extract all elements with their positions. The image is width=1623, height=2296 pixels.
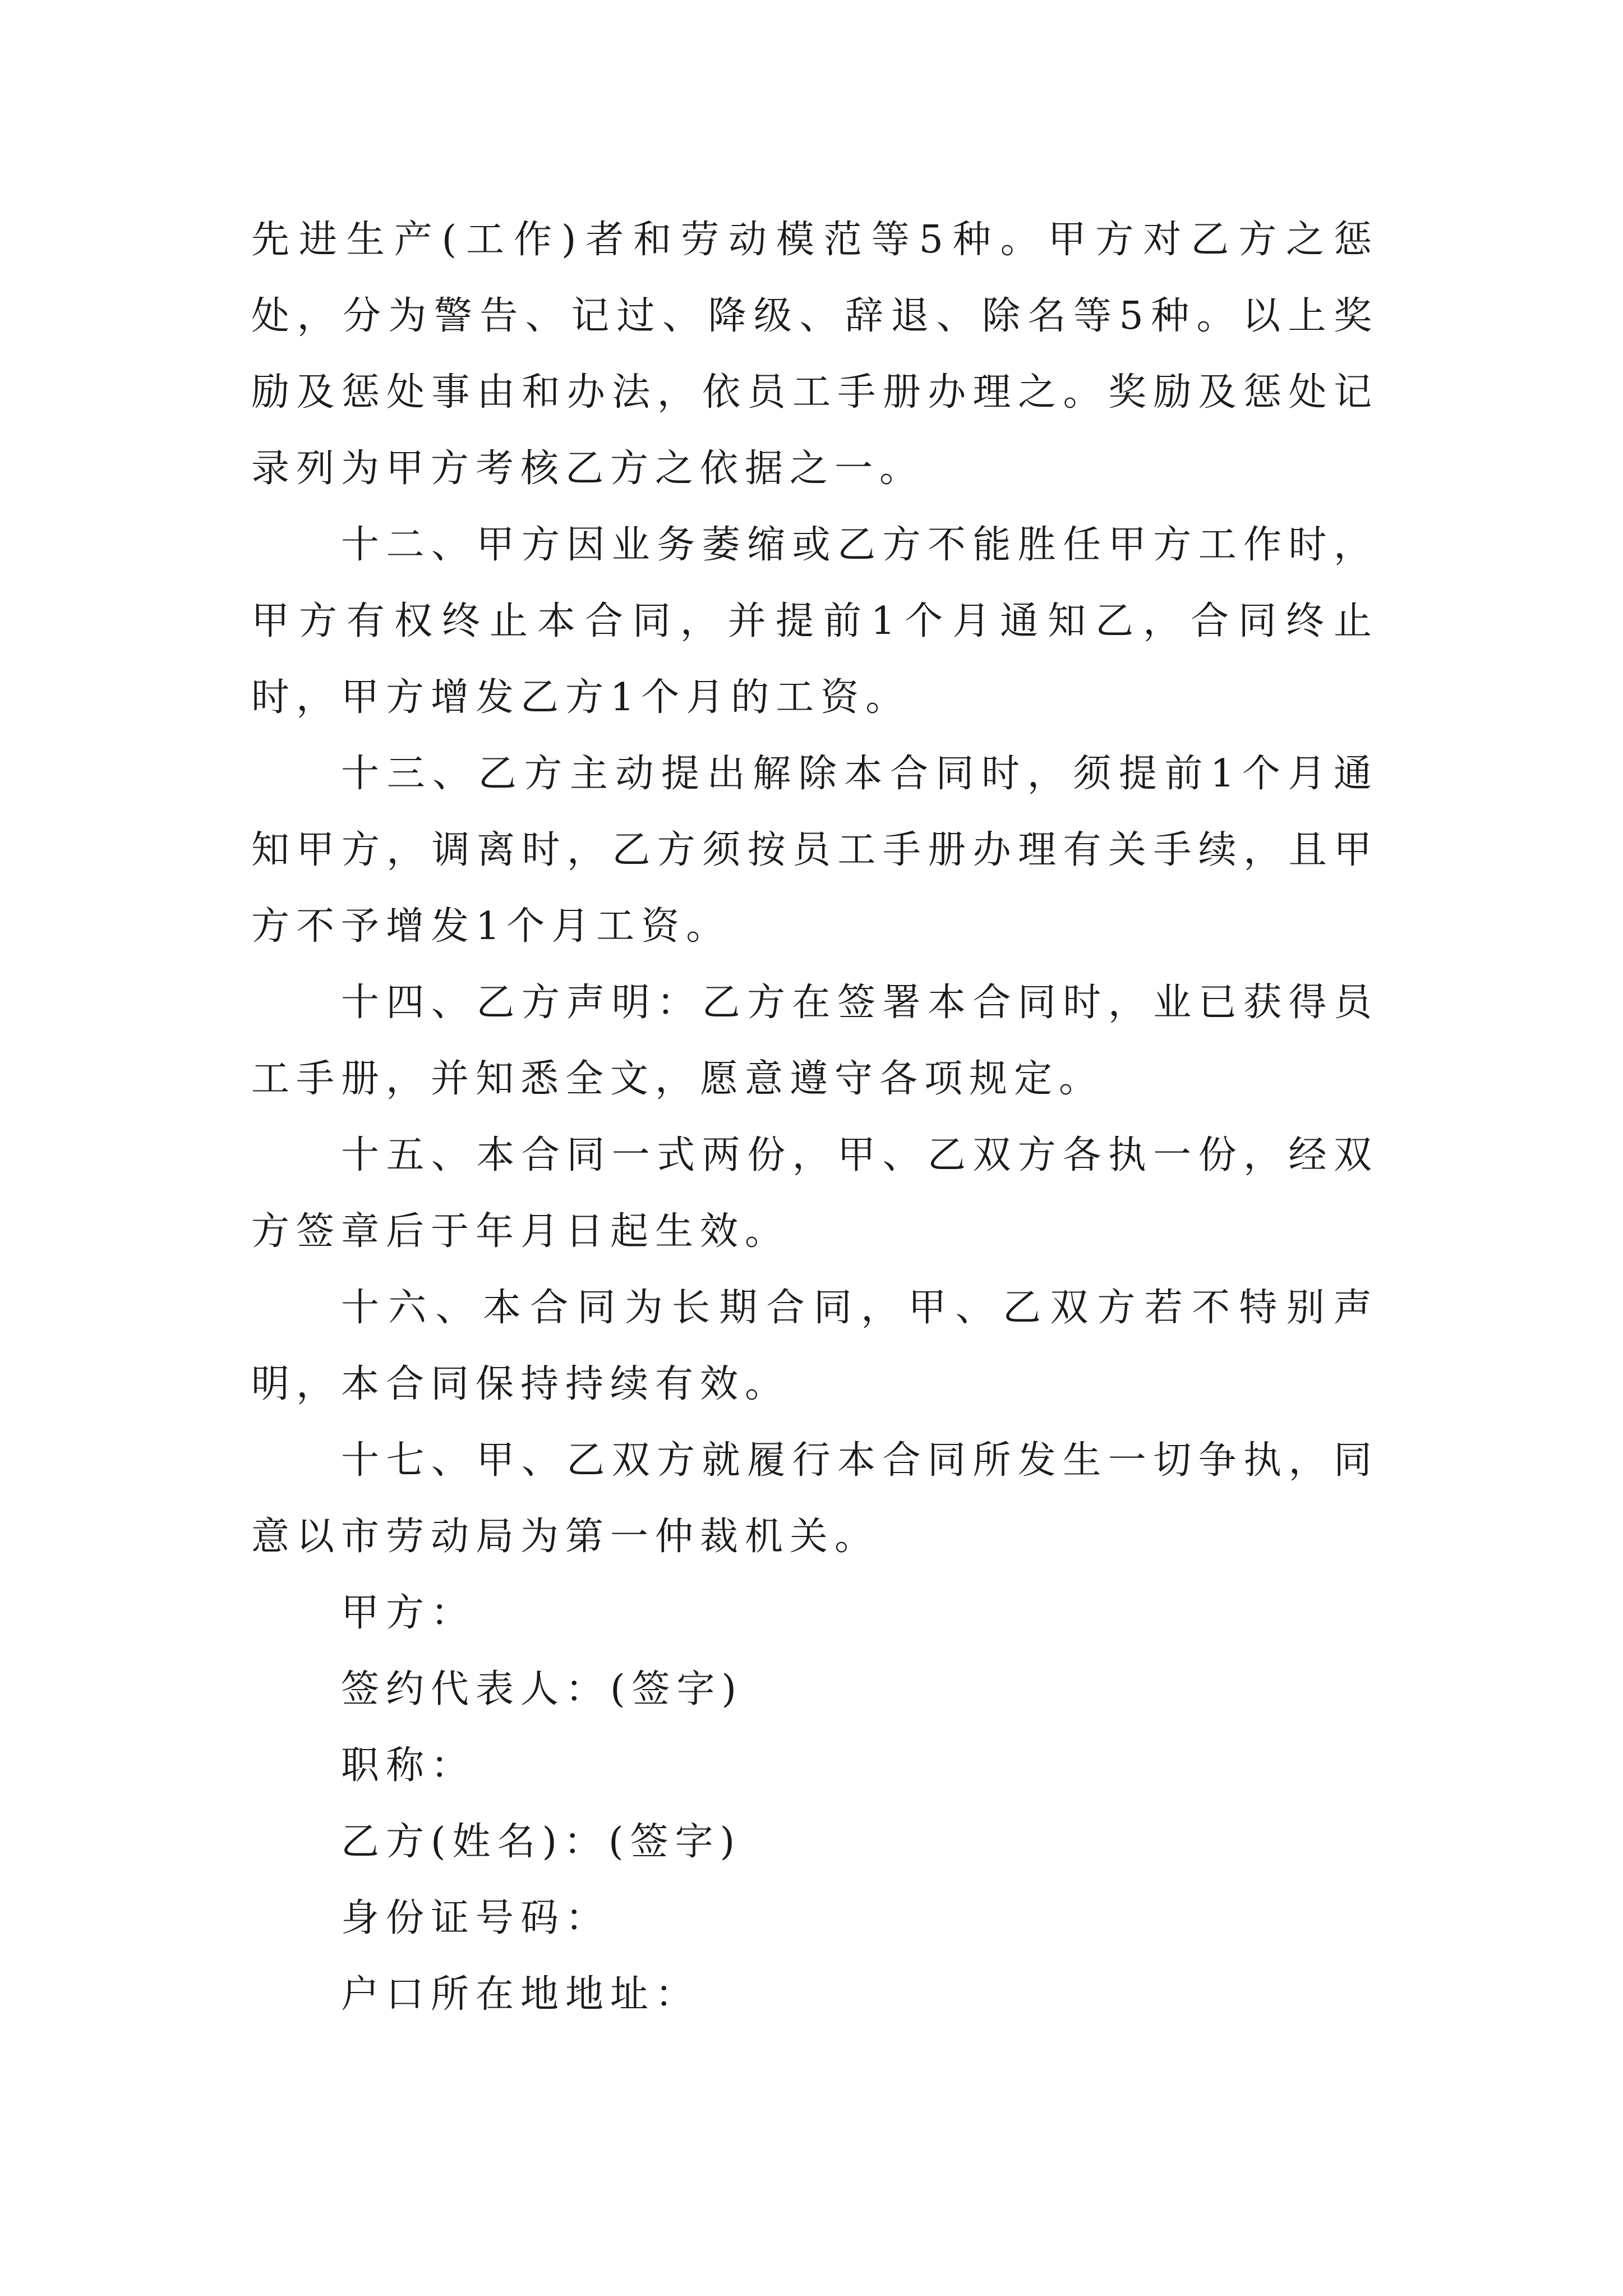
household-address-label: 户口所在地地址： [341,1972,700,2017]
clause-16: 十六、本合同为长期合同，甲、乙双方若不特别声明，本合同保持持续有效。 [251,1286,1378,1406]
representative-label: 签约代表人：(签字) [341,1667,744,1711]
signature-block [251,1575,1378,2033]
clause-15: 十五、本合同一式两份，甲、乙双方各执一份，经双方签章后于年月日起生效。 [251,1133,1378,1254]
clause-14: 十四、乙方声明：乙方在签署本合同时，业已获得员工手册，并知悉全文，愿意遵守各项规定。 [251,981,1378,1101]
party-a-label: 甲方： [341,1591,476,1635]
clause-12: 十二、甲方因业务萎缩或乙方不能胜任甲方工作时，甲方有权终止本合同，并提前1个月通知乙，合同终止时，甲方增发乙方1个月的工资。 [251,523,1378,720]
id-number-label: 身份证号码： [341,1896,611,1940]
clause-17: 十七、甲、乙双方就履行本合同所发生一切争执，同意以市劳动局为第一仲裁机关。 [251,1438,1378,1559]
paragraph-continuation: 先进生产(工作)者和劳动模范等5种。甲方对乙方之惩处，分为警告、记过、降级、辞退、除名等5种。以上奖励及惩处事由和办法，依员工手册办理之。奖励及惩处记录列为甲方考核乙方之依据之一。 [251,218,1378,491]
document-body [251,202,1378,2033]
clause-13: 十三、乙方主动提出解除本合同时，须提前1个月通知甲方，调离时，乙方须按员工手册办理有关手续，且甲方不予增发1个月工资。 [251,752,1378,949]
title-label: 职称： [341,1743,476,1788]
party-b-label: 乙方(姓名)：(签字) [341,1820,742,1864]
